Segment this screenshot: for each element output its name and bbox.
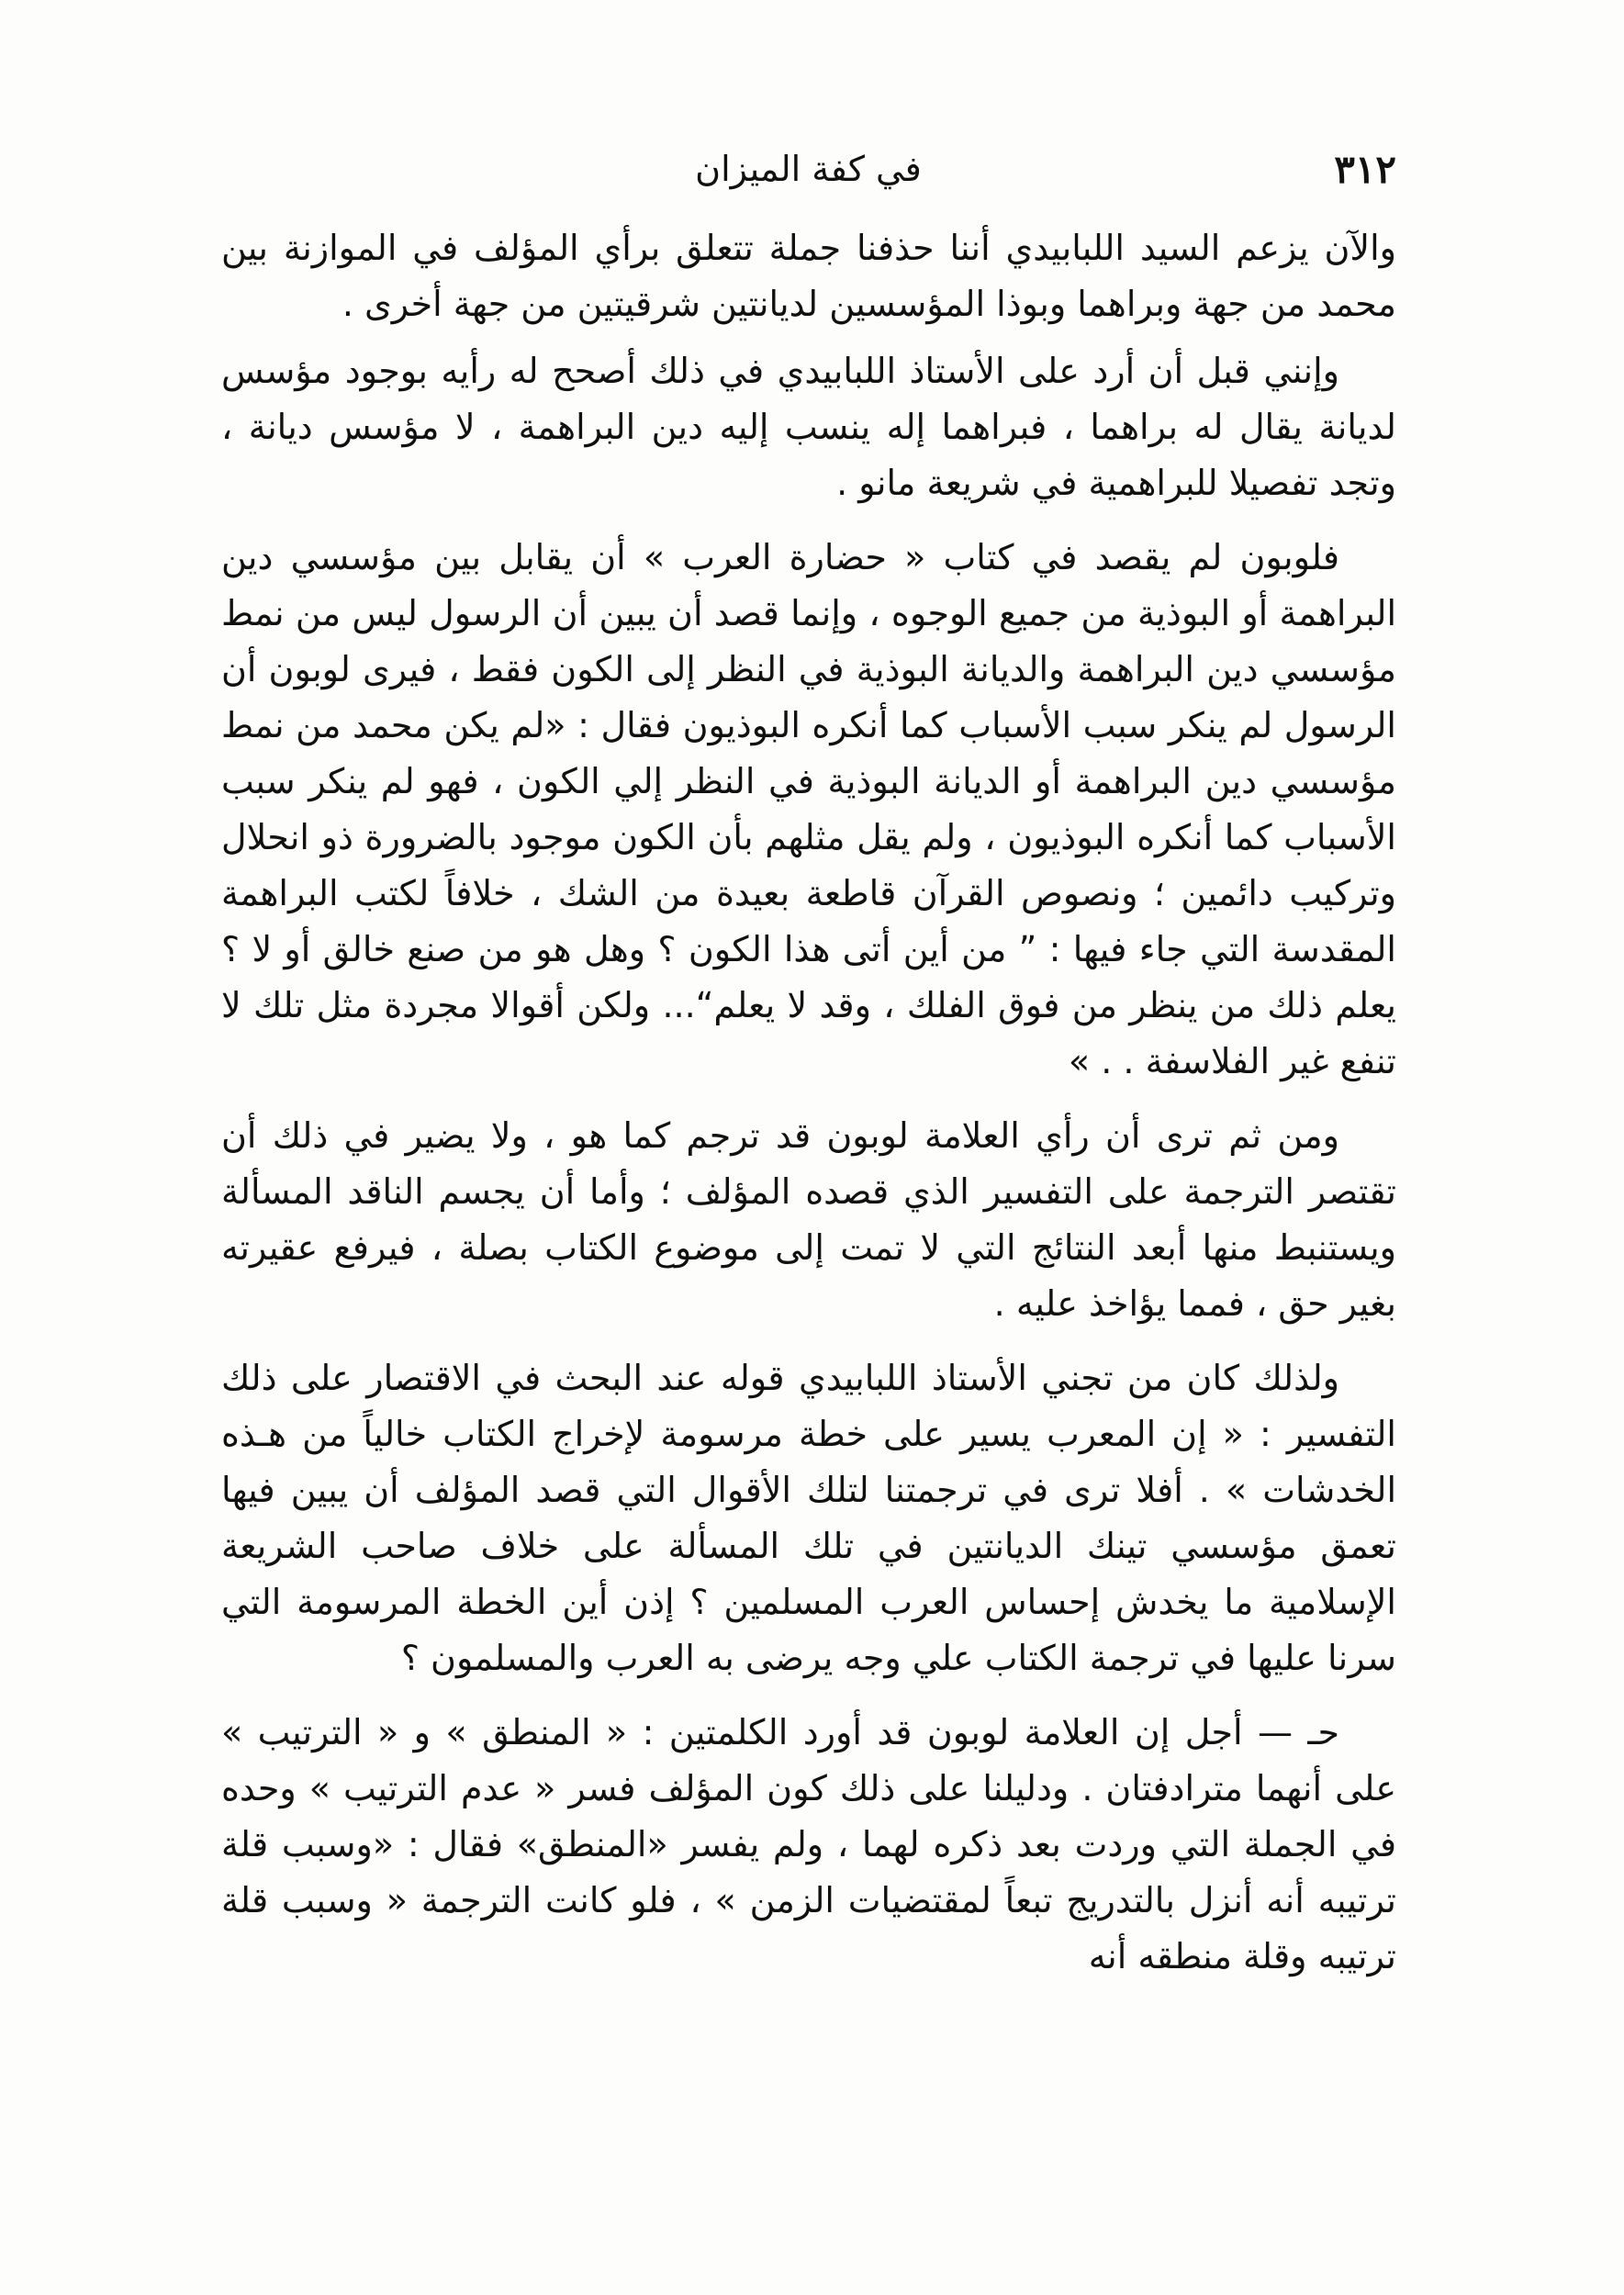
paragraph: حـ — أجل إن العلامة لوبون قد أورد الكلمتين : « المنطق » و « الترتيب » على أنهما مترادفتان . ودليلنا على ذلك كون المؤلف فسر « عدم الترتيب » وحده في الجملة التي وردت بعد ذكره لهما ، ولم يفسر «المنطق» فقال : «وسبب قلة ترتيبه أنه أنزل بالتدريج تبعاً لمقتضيات الزمن » ، فلو كانت الترجمة « وسبب قلة ترتيبه وقلة منطقه أنه xyxy=(221,1712,1396,1976)
paragraph: والآن يزعم السيد اللبابيدي أننا حذفنا جملة تتعلق برأي المؤلف في الموازنة بين محمد من جهة وبراهما وبوذا المؤسسين لديانتين شرقيتين من جهة أخرى . xyxy=(221,228,1396,324)
paragraph: وإنني قبل أن أرد على الأستاذ اللبابيدي في ذلك أصحح له رأيه بوجود مؤسس لديانة يقال له براهما ، فبراهما إله ينسب إليه دين البراهمة ، لا مؤسس ديانة ، وتجد تفصيلا للبراهمية في شريعة مانو . xyxy=(221,351,1396,503)
page-header xyxy=(220,138,1396,211)
body-text xyxy=(221,220,1396,1985)
running-title: في كفة الميزان xyxy=(695,149,922,189)
paragraph: فلوبون لم يقصد في كتاب « حضارة العرب » أن يقابل بين مؤسسي دين البراهمة أو البوذية من جميع الوجوه ، وإنما قصد أن يبين أن الرسول ليس من نمط مؤسسي دين البراهمة والديانة البوذية في النظر إلى الكون فقط ، فيرى لوبون أن الرسول لم ينكر سبب الأسباب كما أنكره البوذيون فقال : «لم يكن محمد من نمط مؤسسي دين البراهمة أو الديانة البوذية في النظر إلي الكون ، فهو لم ينكر سبب الأسباب كما أنكره البوذيون ، ولم يقل مثلهم بأن الكون موجود بالضرورة ذو انحلال وتركيب دائمين ؛ ونصوص القرآن قاطعة بعيدة من الشك ، خلافاً لكتب البراهمة المقدسة التي جاء فيها : ” من أين أتى هذا الكون ؟ وهل هو من صنع خالق أو لا ؟ يعلم ذلك من ينظر من فوق الفلك ، وقد لا يعلم“... ولكن أقوالا مجردة مثل تلك لا تنفع غير الفلاسفة . . » xyxy=(221,537,1396,1081)
paragraph: ومن ثم ترى أن رأي العلامة لوبون قد ترجم كما هو ، ولا يضير في ذلك أن تقتصر الترجمة على التفسير الذي قصده المؤلف ؛ وأما أن يجسم الناقد المسألة ويستنبط منها أبعد النتائج التي لا تمت إلى موضوع الكتاب بصلة ، فيرفع عقيرته بغير حق ، فمما يؤاخذ عليه . xyxy=(221,1115,1396,1324)
paragraph: ولذلك كان من تجني الأستاذ اللبابيدي قوله عند البحث في الاقتصار على ذلك التفسير : « إن المعرب يسير على خطة مرسومة لإخراج الكتاب خالياً من هـذه الخدشات » . أفلا ترى في ترجمتنا لتلك الأقوال التي قصد المؤلف أن يبين فيها تعمق مؤسسي تينك الديانتين في تلك المسألة على خلاف صاحب الشريعة الإسلامية ما يخدش إحساس العرب المسلمين ؟ إذن أين الخطة المرسومة التي سرنا عليها في ترجمة الكتاب علي وجه يرضى به العرب والمسلمون ؟ xyxy=(221,1358,1396,1678)
page-number: ٣١٢ xyxy=(1334,147,1396,192)
